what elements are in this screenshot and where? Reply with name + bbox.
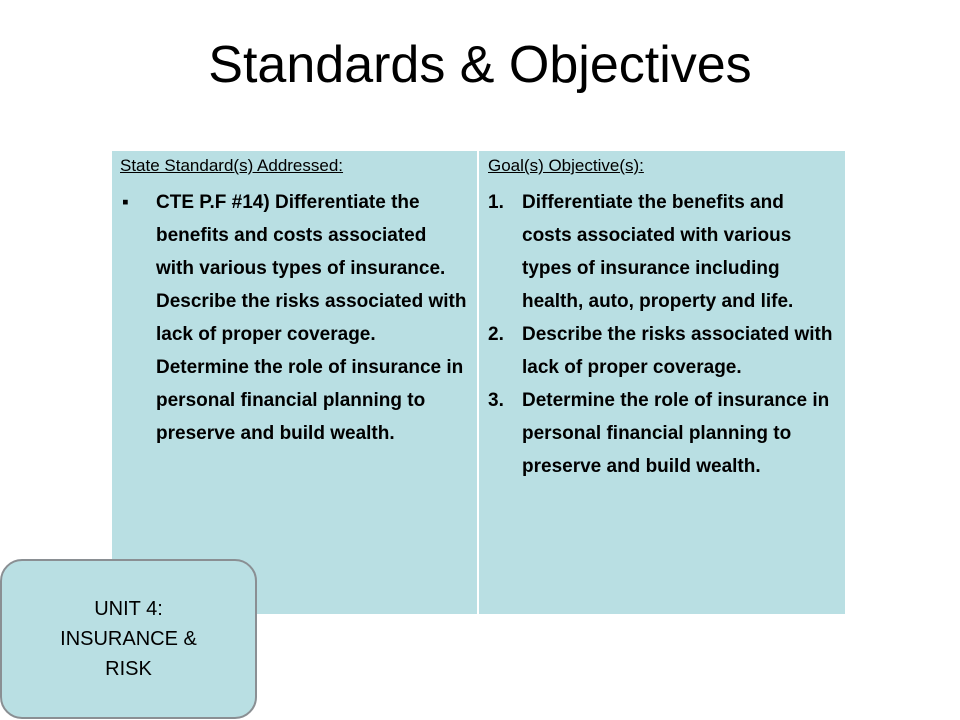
standards-column bbox=[112, 151, 479, 614]
bullet-icon: ▪ bbox=[122, 192, 129, 213]
objective-item bbox=[488, 384, 837, 483]
standard-item bbox=[120, 186, 469, 450]
objective-item bbox=[488, 318, 837, 384]
objective-item-text: Determine the role of insurance in personal financial planning to preserve and build wealth. bbox=[522, 390, 830, 477]
objective-item bbox=[488, 186, 837, 318]
standard-item-text: CTE P.F #14) Differentiate the benefits and costs associated with various types of insurance. Describe the risks associated with lack of proper coverage. Determine the role of insurance in personal financial planning to preserve and build wealth. bbox=[156, 192, 467, 444]
objective-item-text: Differentiate the benefits and costs associated with various types of insurance including health, auto, property and life. bbox=[522, 192, 794, 312]
unit-badge-label: UNIT 4: INSURANCE & RISK bbox=[60, 598, 197, 680]
standards-list bbox=[120, 186, 469, 450]
objective-item-text: Describe the risks associated with lack of proper coverage. bbox=[522, 324, 833, 378]
objective-number: 2. bbox=[488, 324, 504, 345]
objectives-column bbox=[479, 151, 845, 614]
objectives-header: Goal(s) Objective(s): bbox=[488, 156, 644, 175]
objective-number: 1. bbox=[488, 192, 504, 213]
slide-title: Standards & Objectives bbox=[208, 36, 752, 94]
objective-number: 3. bbox=[488, 390, 504, 411]
standards-objectives-table bbox=[112, 151, 845, 614]
standards-header: State Standard(s) Addressed: bbox=[120, 156, 344, 175]
unit-badge bbox=[0, 559, 257, 719]
objectives-list bbox=[488, 186, 837, 483]
